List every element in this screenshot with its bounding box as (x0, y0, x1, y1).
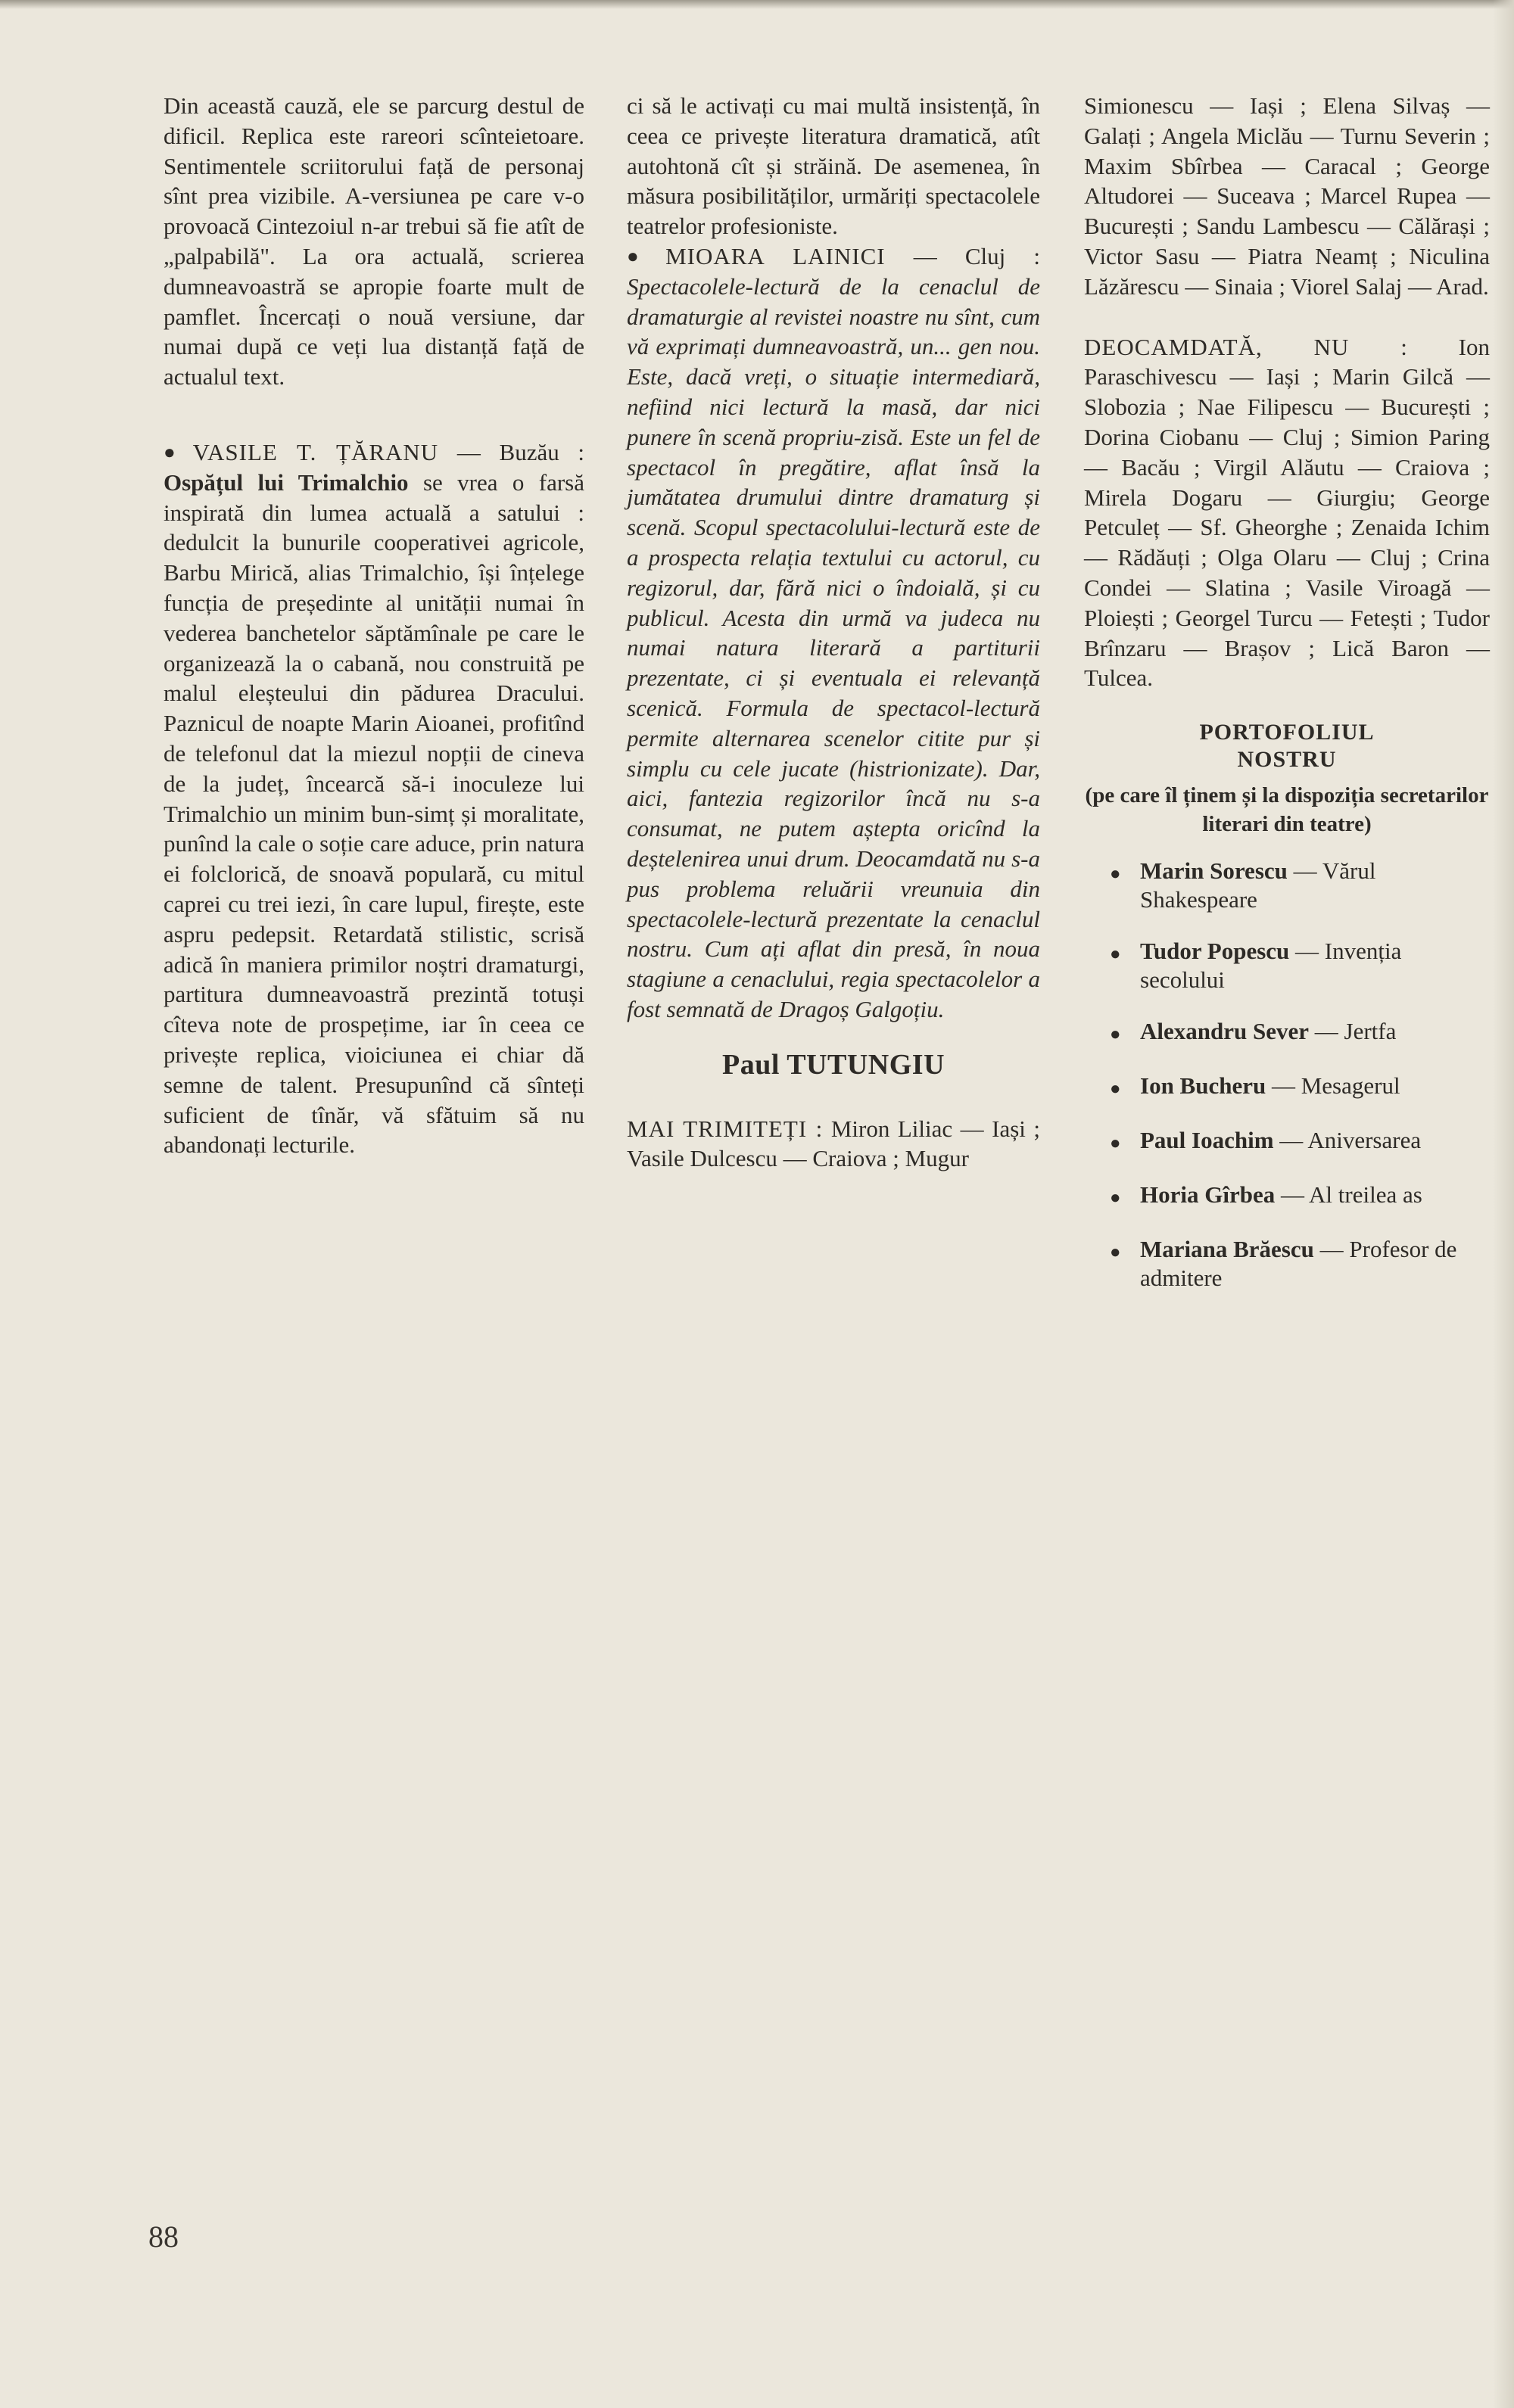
column-1-intro-paragraph: Din această cauză, ele se parcurg destul de dificil. Replica este rareori scînteietoare. Sentimentele scriitorului față de personaj sînt prea vizibile. A-versiunea pe care v-o provoacă Cintezoiul n-ar trebui să fie atît de „palpabilă". La ora actuală, scrierea dumneavoastră se apropie foarte mult de pamflet. Încercați o nouă versiune, dar numai după ce veți lua distanță față de actualul text. (164, 92, 584, 390)
page-number: 88 (148, 2220, 179, 2254)
addressee-place: — Cluj : (913, 242, 1041, 269)
portfolio-author: Marin Sorescu (1140, 857, 1288, 885)
portfolio-work: Invenția secolului (1140, 938, 1402, 994)
author-signature: Paul TUTUNGIU (721, 1048, 945, 1081)
portfolio-title-line-2: NOSTRU (1237, 747, 1337, 773)
deocamdata-paragraph (1084, 332, 1490, 694)
portfolio-entry: Horia Gîrbea — Al treilea as (1140, 1181, 1422, 1209)
portfolio-work: Mesagerul (1301, 1072, 1400, 1100)
column-3 (1084, 91, 1490, 1315)
addressee-name: VASILE T. ȚĂRANU (192, 438, 439, 465)
portfolio-item (1110, 857, 1490, 914)
portfolio-subtitle: (pe care îl ținem și la dispoziția secretarilor literari din teatre) (1085, 783, 1489, 837)
bullet-icon: ● (1110, 864, 1121, 885)
work-title: Ospățul lui Trimalchio (164, 468, 409, 496)
portfolio-item (1110, 1072, 1490, 1103)
portfolio-title-line-1: PORTOFOLIUL (1199, 720, 1375, 745)
portfolio-item (1110, 1126, 1490, 1158)
column-2 (627, 91, 1040, 1174)
bullet-icon: ● (627, 244, 662, 267)
mai-trimiteti-list: Miron Liliac — Iași ; Vasile Dulcescu — Craiova ; Mugur (627, 1115, 1040, 1172)
column-2-intro-paragraph: ci să le activați cu mai multă insistență, în ceea ce privește literatura dramatică, atît autohtonă cît și străină. De asemenea, în măsura posibilităților, urmăriți spectacolele teatrelor profesioniste. (627, 92, 1040, 240)
bullet-icon: ● (1110, 1188, 1121, 1209)
mai-trimiteti-label: MAI TRIMITEȚI : (627, 1115, 824, 1142)
portfolio-entry: Mariana Brăescu — Profesor de admitere (1140, 1236, 1457, 1292)
page-right-shadow (1493, 0, 1514, 2408)
bullet-icon: ● (1110, 944, 1121, 965)
addressee-name: MIOARA LAINICI (665, 242, 886, 269)
portfolio-entry: Paul Ioachim — Aniversarea (1140, 1127, 1422, 1154)
continued-list-paragraph: Simionescu — Iași ; Elena Silvaș — Galați ; Angela Miclău — Turnu Severin ; Maxim Sbîrbea — Caracal ; George Altudorei — Suceava ; Marcel Rupea — București ; Sandu Lambescu — Călărași ; Victor Sasu — Piatra Neamț ; Niculina Lăzărescu — Sinaia ; Viorel Salaj — Arad. (1084, 92, 1490, 300)
portfolio-item (1110, 1235, 1490, 1293)
bullet-icon: ● (1110, 1079, 1121, 1100)
portfolio-work: Vărul Shakespeare (1140, 857, 1376, 913)
portfolio-list (1084, 857, 1490, 1293)
page-top-edge (0, 0, 1514, 9)
portfolio-work: Aniversarea (1307, 1127, 1422, 1154)
portfolio-author: Alexandru Sever (1140, 1018, 1310, 1045)
portfolio-author: Horia Gîrbea (1140, 1181, 1276, 1209)
letter-body: Spectacolele-lectură de la cenaclul de dramaturgie al revistei noastre nu sînt, cum vă exprimați dumneavoastră, un... gen nou. Este, dacă vreți, o situație intermediară, nefiind nici lectură la masă, dar nici punere în scenă propriu-zisă. Este un fel de spectacol în pregătire, aflat însă la jumătatea drumului dintre dramaturg și scenă. Scopul spectacolului-lectură este de a prospecta relația textului cu actorul, cu regizorul, dar, fără nici o îndoială, și cu publicul. Acesta din urmă va judeca nu numai natura literară a partiturii prezentate, ci și eventuala ei relevanță scenică. Formula de spectacol-lectură permite alternarea scenelor citite pur și simplu cu cele jucate (histrionizate). Dar, aici, fantezia regizorilor încă nu s-a consumat, ne putem aștepta oricînd la deștelenirea unui drum. Deocamdată nu s-a pus problema reluării vreunuia din spectacolele-lectură prezentate la cenaclul nostru. Cum ați aflat din presă, în noua stagiune a cenaclului, regia spectacolelor a fost semnată de Dragoș Galgoțiu. (627, 272, 1040, 1022)
portfolio-entry: Tudor Popescu — Invenția secolului (1140, 938, 1402, 994)
bullet-icon: ● (1110, 1243, 1121, 1263)
portfolio-author: Ion Bucheru (1140, 1072, 1266, 1100)
portfolio-work: Jertfa (1344, 1018, 1397, 1045)
portfolio-author: Paul Ioachim (1140, 1127, 1274, 1154)
portfolio-author: Mariana Brăescu (1140, 1236, 1314, 1263)
addressee-place: — Buzău : (456, 438, 584, 465)
column-1 (164, 91, 584, 1160)
column-2-letter-paragraph (627, 241, 1040, 1025)
portfolio-item (1110, 1181, 1490, 1212)
portfolio-entry: Ion Bucheru — Mesagerul (1140, 1072, 1400, 1100)
deocamdata-label: DEOCAMDATĂ, NU : (1084, 333, 1408, 360)
portfolio-item (1110, 1017, 1490, 1049)
portfolio-title (1084, 719, 1490, 773)
column-3-spacer (1084, 302, 1490, 332)
portfolio-author: Tudor Popescu (1140, 938, 1290, 965)
bullet-icon: ● (1110, 1134, 1121, 1154)
mai-trimiteti-paragraph (627, 1114, 1040, 1174)
portfolio-entry: Alexandru Sever — Jertfa (1140, 1018, 1397, 1045)
portfolio-work: Profesor de admitere (1140, 1236, 1457, 1292)
deocamdata-list: Ion Paraschivescu — Iași ; Marin Gilcă — Slobozia ; Nae Filipescu — București ; Dorina Ciobanu — Cluj ; Simion Paring — Bacău ; Virgil Alăutu — Craiova ; Mirela Dogaru — Giurgiu; George Petculeț — Sf. Gheorghe ; Zenaida Ichim — Rădăuți ; Olga Olaru — Cluj ; Crina Condei — Slatina ; Vasile Viroagă — Ploiești ; Georgel Turcu — Fetești ; Tudor Brînzaru — Brașov ; Lică Baron — Tulcea. (1084, 333, 1490, 692)
portfolio-work: Al treilea as (1309, 1181, 1422, 1209)
bullet-icon: ● (1110, 1025, 1121, 1045)
portfolio-item (1110, 937, 1490, 994)
letter-body: se vrea o farsă inspirată din lumea actuală a satului : dedulcit la bunurile cooperativei agricole, Barbu Mirică, alias Trimalchio, își înțelege funcția de președinte al unității numai în vederea banchetelor săptămînale pe care le organizează la o cabană, nou construită pe malul eleșteului din pădurea Dracului. Paznicul de noapte Marin Aioanei, profitînd de telefonul dat la miezul nopții de cineva de la județ, încearcă să-i inoculeze lui Trimalchio un minim bun-simț și moralitate, punînd la cale o soție care aduce, prin natura ei folclorică, de snoavă populară, cu mitul caprei cu trei iezi, în care lupul, firește, este aspru pedepsit. Retardată stilistic, scrisă adică în maniera primilor noștri dramaturgi, partitura dumneavoastră prezintă totuși cîteva note de prospețime, iar în ceea ce privește replica, vioiciunea ei chiar dă semne de talent. Presupunînd că sînteți suficient de tînăr, vă sfătuim să nu abandonați lecturile. (164, 468, 584, 1159)
bullet-icon: ● (164, 440, 188, 463)
column-1-spacer (164, 392, 584, 437)
column-1-letter-paragraph (164, 437, 584, 1160)
portfolio-entry: Marin Sorescu — Vărul Shakespeare (1140, 857, 1376, 913)
